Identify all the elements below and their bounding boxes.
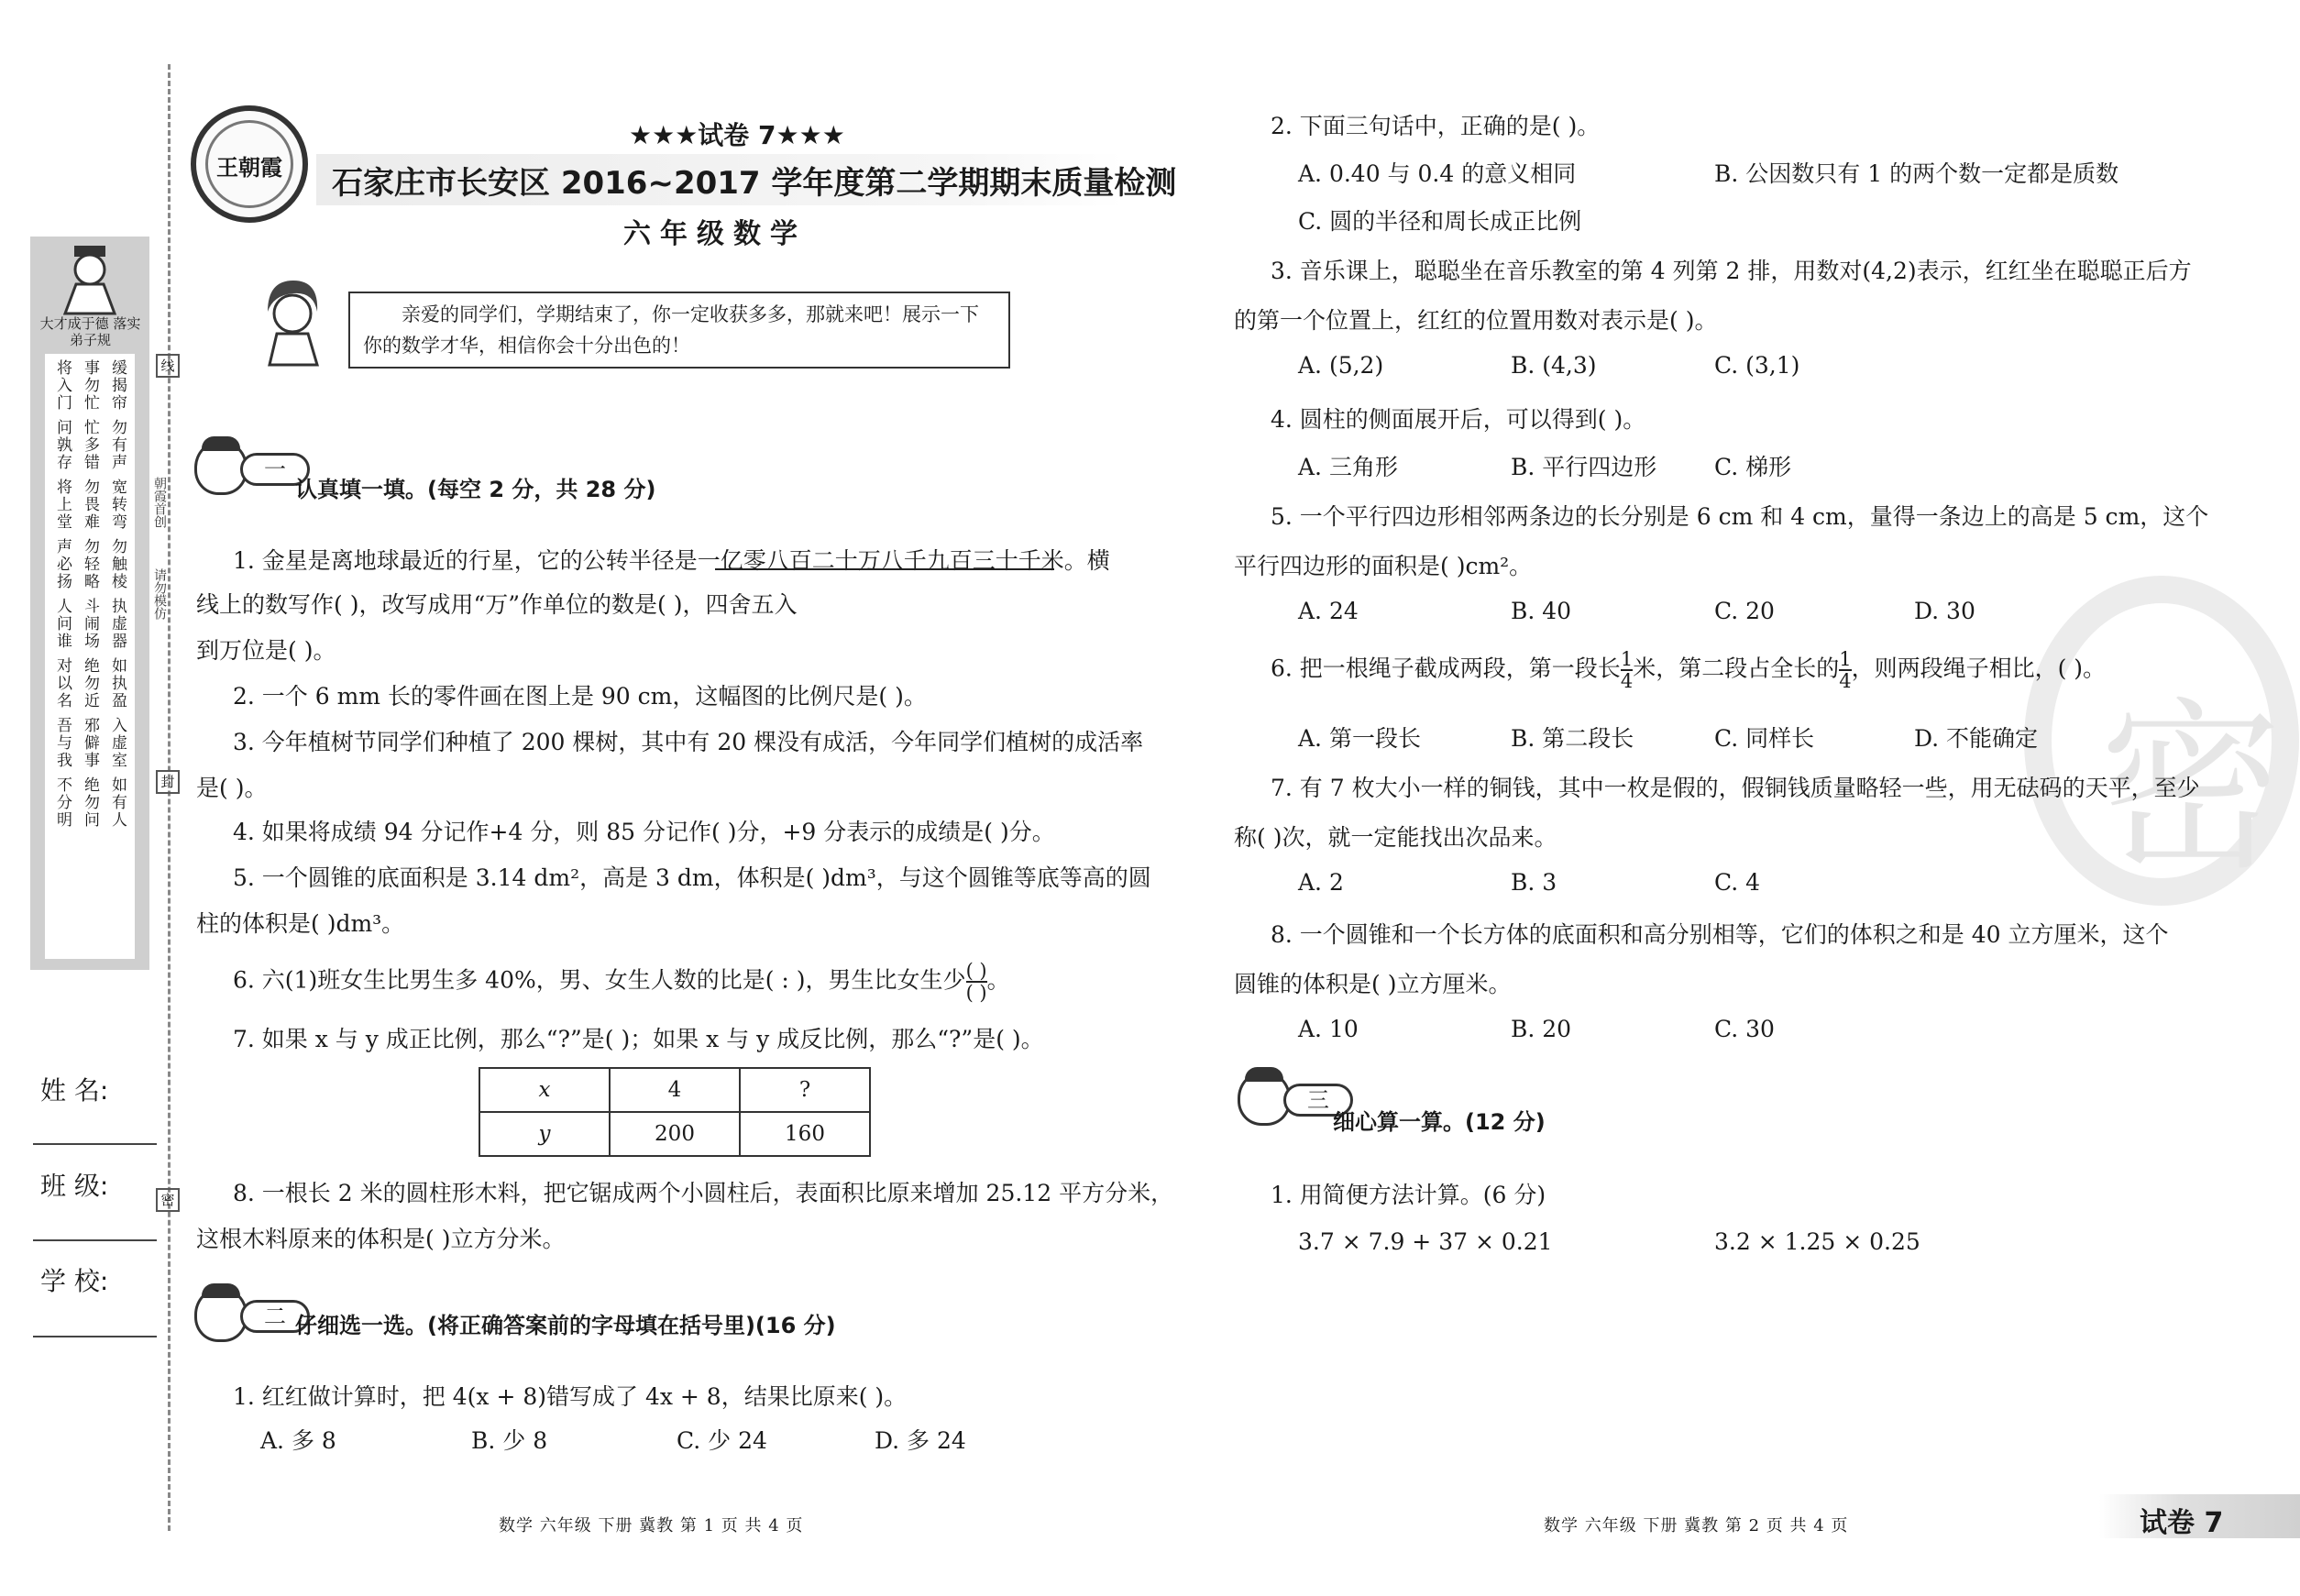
rule-phrase: 绝勿问	[81, 776, 99, 829]
s2-q1-opt-a: A. 多 8	[260, 1427, 336, 1454]
rule-phrase: 入虚室	[108, 717, 127, 769]
s2-q3-opt-a: A. (5,2)	[1298, 352, 1384, 379]
class-label: 班 级:	[40, 1171, 109, 1201]
s2-q6-f2-num: 1	[1839, 648, 1852, 670]
s2-q8-line2: 圆锥的体积是( )立方厘米。	[1234, 971, 1512, 997]
page-subtitle: 六年级数学	[623, 218, 807, 250]
rule-phrase: 如有人	[108, 776, 127, 829]
rule-phrase: 将上堂	[53, 479, 72, 531]
s2-q5-line2: 平行四边形的面积是( )cm²。	[1234, 553, 1533, 579]
rule-phrase: 缓揭帘	[108, 359, 127, 412]
table-cell: y	[479, 1112, 610, 1156]
vertical-note-2: 请勿模仿	[152, 568, 167, 620]
s2-q4: 4. 圆柱的侧面展开后，可以得到( )。	[1271, 406, 1646, 433]
section-1-number: 一	[240, 453, 310, 486]
s2-q6	[1271, 649, 2106, 691]
greeting-line-2: 你的数学才华，相信你会十分出色的！	[363, 335, 690, 357]
class-field[interactable]	[33, 1239, 157, 1241]
s2-q6-text-a: 6. 把一根绳子截成两段，第一段长	[1271, 655, 1621, 682]
s1-q1-line3: 到万位是( )。	[196, 637, 336, 664]
s2-q2-opt-a: A. 0.40 与 0.4 的意义相同	[1298, 160, 1577, 187]
s3-expr-1: 3.7 × 7.9 + 37 × 0.21	[1298, 1228, 1553, 1255]
s1-q2: 2. 一个 6 mm 长的零件画在图上是 90 cm，这幅图的比例尺是( )。	[233, 683, 927, 710]
section-1-title: 认真填一填。(每空 2 分，共 28 分)	[295, 477, 656, 502]
s1-q1-line2: 线上的数写作( )，改写成用“万”作单位的数是( )，四舍五入	[196, 591, 798, 618]
table-cell: ?	[740, 1068, 870, 1112]
s2-q6-fraction-2	[1839, 649, 1851, 691]
table-row	[479, 1112, 870, 1156]
s2-q8-opt-a: A. 10	[1298, 1016, 1359, 1042]
sidebar-motto: 大才成于德 落实弟子规	[39, 315, 141, 348]
s1-q6-numerator: ( )	[965, 960, 987, 982]
rule-phrase: 声必扬	[53, 538, 72, 590]
scholar-icon	[58, 242, 122, 315]
s1-q3-line1: 3. 今年植树节同学们种植了 200 棵树，其中有 20 棵没有成活，今年同学们植树的成活率	[233, 729, 1144, 755]
s1-q1-line1: 1. 金星是离地球最近的行星，它的公转半径是一亿零八百二十万八千九百三十千米。横	[233, 547, 1110, 574]
rule-phrase: 对以名	[53, 657, 72, 710]
s2-q6-opt-d: D. 不能确定	[1914, 725, 2039, 752]
s1-q6-denominator: ( )	[965, 982, 987, 1004]
s2-q2: 2. 下面三句话中，正确的是( )。	[1271, 113, 1601, 139]
school-field[interactable]	[33, 1336, 157, 1337]
s2-q8-opt-b: B. 20	[1511, 1016, 1572, 1042]
rule-group	[49, 776, 131, 829]
s2-q6-f2-den: 4	[1839, 670, 1852, 692]
s2-q5-opt-c: C. 20	[1714, 598, 1775, 624]
s2-q6-text-b: 米，第二段占全长的	[1633, 655, 1840, 682]
s2-q1-opt-b: B. 少 8	[471, 1427, 548, 1454]
rule-phrase: 绝勿近	[81, 657, 99, 710]
q1-underline	[715, 568, 1054, 570]
rule-group	[49, 479, 131, 531]
rule-group	[49, 419, 131, 471]
s1-q6-text: 6. 六(1)班女生比男生多 40%，男、女生人数的比是( : )，男生比女生少	[233, 966, 966, 994]
s2-q6-f1-den: 4	[1620, 670, 1634, 692]
s2-q7-opt-b: B. 3	[1511, 869, 1557, 896]
name-label: 姓 名:	[40, 1075, 109, 1106]
s1-q6-fraction	[966, 961, 987, 1003]
section-2-title: 仔细选一选。(将正确答案前的字母填在括号里)(16 分)	[295, 1313, 836, 1338]
s2-q8-line1: 8. 一个圆锥和一个长方体的底面积和高分别相等，它们的体积之和是 40 立方厘米，这个	[1271, 921, 2169, 948]
s2-q7-line1: 7. 有 7 枚大小一样的铜钱，其中一枚是假的，假铜钱质量略轻一些，用无砝码的天平，至少	[1271, 775, 2200, 801]
s2-q3-opt-c: C. (3,1)	[1714, 352, 1800, 379]
s1-q5-line1: 5. 一个圆锥的底面积是 3.14 dm²，高是 3 dm，体积是( )dm³，与这个圆锥等底等高的圆	[233, 864, 1151, 891]
rules-list	[45, 354, 135, 834]
s2-q5-line1: 5. 一个平行四边形相邻两条边的长分别是 6 cm 和 4 cm，量得一条边上的高是 5 cm，这个	[1271, 503, 2209, 530]
brand-logo	[191, 105, 308, 223]
seal-mark-1: 线	[156, 354, 180, 378]
rule-phrase: 勿触棱	[108, 538, 127, 590]
table-cell: 160	[740, 1112, 870, 1156]
s2-q6-opt-c: C. 同样长	[1714, 725, 1815, 752]
s1-q7: 7. 如果 x 与 y 成正比例，那么“?”是( )；如果 x 与 y 成反比例，那么“?”是( )。	[233, 1026, 1044, 1052]
s2-q7-opt-a: A. 2	[1298, 869, 1344, 896]
s2-q5-opt-d: D. 30	[1914, 598, 1975, 624]
rule-group	[49, 657, 131, 710]
rule-phrase: 不分明	[53, 776, 72, 829]
rule-phrase: 执虚器	[108, 598, 127, 650]
greeting-box	[348, 292, 1010, 369]
rule-phrase: 事勿忙	[81, 359, 99, 412]
section-3-title: 细心算一算。(12 分)	[1333, 1109, 1546, 1135]
table-row	[479, 1068, 870, 1112]
rule-group	[49, 359, 131, 412]
section-2-number: 二	[240, 1300, 310, 1333]
rules-sidebar	[30, 237, 149, 970]
s2-q4-opt-b: B. 平行四边形	[1511, 454, 1657, 480]
paper-tag	[2099, 1494, 2300, 1538]
s2-q6-opt-b: B. 第二段长	[1511, 725, 1634, 752]
seal-mark-2: 封	[156, 770, 180, 794]
proportion-table	[479, 1067, 871, 1157]
rule-phrase: 邪僻事	[81, 717, 99, 769]
rule-phrase: 忙多错	[81, 419, 99, 471]
seal-mark-3: 密	[156, 1188, 180, 1212]
s2-q3-opt-b: B. (4,3)	[1511, 352, 1597, 379]
page-title: 石家庄市长安区 2016~2017 学年度第二学期期末质量检测	[332, 165, 1177, 202]
table-cell: 200	[610, 1112, 740, 1156]
rule-group	[49, 717, 131, 769]
paper-tag-label: 试卷 7	[2140, 1507, 2224, 1539]
s1-q8-line2: 这根木料原来的体积是( )立方分米。	[196, 1226, 566, 1252]
name-field[interactable]	[33, 1143, 157, 1145]
s2-q3-line1: 3. 音乐课上，聪聪坐在音乐教室的第 4 列第 2 排，用数对(4,2)表示，红红坐在聪聪正后方	[1271, 258, 2192, 284]
rule-phrase: 如执盈	[108, 657, 127, 710]
s1-q6-end: 。	[986, 966, 1010, 994]
rule-phrase: 将入门	[53, 359, 72, 412]
vertical-note-1: 朝霞首创	[152, 477, 167, 528]
s2-q6-opt-a: A. 第一段长	[1298, 725, 1421, 752]
s2-q6-f1-num: 1	[1620, 648, 1634, 670]
s2-q4-opt-c: C. 梯形	[1714, 454, 1792, 480]
rule-group	[49, 598, 131, 650]
fold-line	[168, 64, 171, 1531]
rule-phrase: 勿有声	[108, 419, 127, 471]
s3-q1: 1. 用简便方法计算。(6 分)	[1271, 1182, 1546, 1208]
rule-phrase: 宽转弯	[108, 479, 127, 531]
table-cell: x	[479, 1068, 610, 1112]
s1-q6	[233, 961, 1010, 1003]
s1-q5-line2: 柱的体积是( )dm³。	[196, 910, 405, 937]
s2-q7-opt-c: C. 4	[1714, 869, 1761, 896]
s2-q2-opt-b: B. 公因数只有 1 的两个数一定都是质数	[1714, 160, 2119, 187]
footer-left: 数学 六年级 下册 冀教 第 1 页 共 4 页	[499, 1516, 804, 1535]
s1-q4: 4. 如果将成绩 94 分记作+4 分，则 85 分记作( )分，+9 分表示的成绩是( )分。	[233, 819, 1055, 845]
rule-phrase: 斗闹场	[81, 598, 99, 650]
rule-phrase: 勿畏难	[81, 479, 99, 531]
s2-q1: 1. 红红做计算时，把 4(x + 8)错写成了 4x + 8，结果比原来( )。	[233, 1383, 908, 1410]
s2-q2-opt-c: C. 圆的半径和周长成正比例	[1298, 208, 1582, 235]
greeting-line-1: 亲爱的同学们，学期结束了，你一定收获多多，那就来吧！展示一下	[402, 303, 979, 325]
s3-expr-2: 3.2 × 1.25 × 0.25	[1714, 1228, 1920, 1255]
school-label: 学 校:	[40, 1266, 109, 1296]
s1-q8-line1: 8. 一根长 2 米的圆柱形木料，把它锯成两个小圆柱后，表面积比原来增加 25.12 平方分米，	[233, 1180, 1174, 1206]
s2-q1-opt-c: C. 少 24	[677, 1427, 767, 1454]
rule-group	[49, 538, 131, 590]
watermark-char: 密	[2099, 682, 2283, 896]
section-3-number: 三	[1283, 1084, 1353, 1117]
s2-q6-text-c: ，则两段绳子相比，( )。	[1851, 655, 2107, 682]
rule-phrase: 问孰存	[53, 419, 72, 471]
girl-illustration-icon	[249, 275, 332, 367]
rule-phrase: 人问谁	[53, 598, 72, 650]
logo-text: 王朝霞	[216, 154, 282, 181]
s1-q3-line2: 是( )。	[196, 775, 268, 801]
s2-q3-line2: 的第一个位置上，红红的位置用数对表示是( )。	[1234, 307, 1718, 334]
paper-number: ★★★试卷 7★★★	[629, 120, 845, 150]
rule-phrase: 吾与我	[53, 717, 72, 769]
footer-right: 数学 六年级 下册 冀教 第 2 页 共 4 页	[1544, 1516, 1849, 1535]
s2-q5-opt-a: A. 24	[1298, 598, 1359, 624]
s2-q5-opt-b: B. 40	[1511, 598, 1572, 624]
s2-q1-opt-d: D. 多 24	[875, 1427, 966, 1454]
table-cell: 4	[610, 1068, 740, 1112]
rule-phrase: 勿轻略	[81, 538, 99, 590]
s2-q4-opt-a: A. 三角形	[1298, 454, 1398, 480]
s2-q7-line2: 称( )次，就一定能找出次品来。	[1234, 824, 1557, 851]
s2-q8-opt-c: C. 30	[1714, 1016, 1775, 1042]
s2-q6-fraction-1	[1621, 649, 1633, 691]
